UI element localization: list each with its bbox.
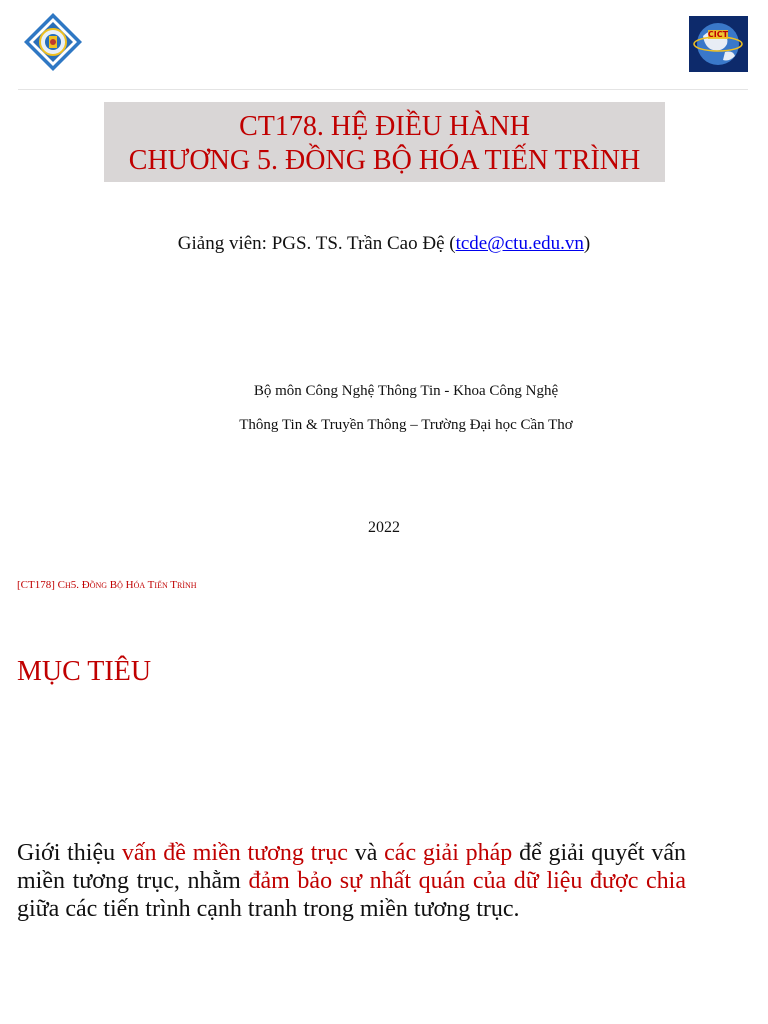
section-title: MỤC TIÊU — [17, 656, 152, 687]
header-divider — [18, 89, 748, 90]
objective-highlight: các giải pháp — [384, 840, 513, 866]
objective-highlight: đảm bảo sự nhất quán của dữ liệu được chia — [248, 868, 686, 894]
objective-text: và — [347, 840, 385, 866]
department-line-2: Thông Tin & Truyền Thông – Trường Đại học Cần Thơ — [239, 417, 573, 433]
objective-text: để giải quyết vấn miền tương trục, nhằm — [17, 840, 686, 894]
objective-text: giữa các tiến trình cạnh tranh trong miền tương trục. — [17, 896, 520, 922]
department-line-1: Bộ môn Công Nghệ Thông Tin - Khoa Công Nghệ — [253, 383, 559, 399]
chapter-title: CHƯƠNG 5. ĐỒNG BỘ HÓA TIẾN TRÌNH — [128, 145, 641, 176]
year: 2022 — [368, 519, 400, 536]
cict-globe-logo — [689, 16, 748, 72]
lecturer-prefix: Giảng viên: PGS. TS. Trần Cao Đệ ( — [177, 233, 456, 254]
lecturer-line — [0, 232, 768, 256]
slide-running-header: [CT178] Ch5. Đồng Bộ Hóa Tiến Trình — [17, 579, 197, 591]
lecturer-email-link[interactable]: tcde@ctu.edu.vn — [455, 233, 584, 254]
cict-logo-text: CICT — [707, 30, 729, 39]
course-title-box — [104, 102, 665, 182]
objective-text: Giới thiệu — [17, 840, 122, 866]
objective-highlight: vấn đề miền tương trục — [121, 840, 348, 866]
ctu-logo — [23, 12, 83, 72]
course-title: CT178. HỆ ĐIỀU HÀNH — [239, 111, 530, 142]
objective-paragraph — [17, 839, 686, 923]
lecturer-suffix: ) — [583, 233, 591, 254]
